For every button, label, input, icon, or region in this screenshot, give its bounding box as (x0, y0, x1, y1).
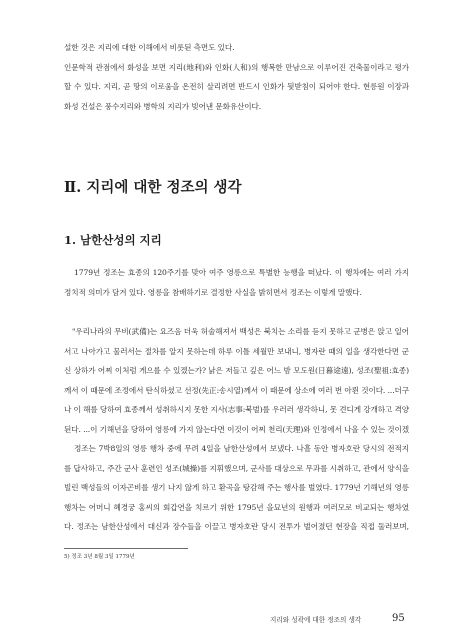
paragraph-2 (64, 439, 409, 539)
paragraph-intro-text: 설한 것은 지리에 대한 이해에서 비롯된 측면도 있다. 인문학적 관점에서 화성을 보면 지리(地利)와 인화(人和)의 행복한 만남으로 이루어진 건축물이라고 평가할 수 있다. 지리, 곧 땅의 이로움을 온전히 살리려면 반드시 인화가 뒷받침이 되어야 한다. 현릉원 이장과 화성 건설은 풍수지리와 병학의 지리가 빚어낸 문화유산이다. (64, 43, 409, 111)
paragraph-quote-text: "우리나라의 무비(武備)는 요즈음 더욱 허술해져서 백성은 북치는 소리를 듣지 못하고 군병은 앉고 일어서고 나아가고 물러서는 절차를 알지 못하는데 하루 이틀 세월만 보내니, 병자란 때의 일을 생각한다면 군신 상하가 어찌 이처럼 게으를 수 있겠는가? 낡은 저들고 깊은 어느 밤 모도원(日暮途遠), 성조(聖祖:효종)께서 이 때문에 조정에서 탄식하셨고 선정(先正:송시열)께서 이 때문에 상소에 여러 번 아뢴 것이다. ...더구나 이 해를 당하여 효종께서 성취하시지 못한 지사(志事:북벌)를 우러러 생각하니, 못 견디게 강개하고 격양된다. ...이 기해년을 당하여 영릉에 가지 않는다면 이것이 어찌 천리(天理)와 인정에서 나올 수 있는 것이겠 (64, 327, 409, 434)
paragraph-intro (64, 38, 409, 138)
footnote-divider (64, 548, 188, 549)
chapter-title: Ⅱ. 지리에 대한 정조의 생각 (64, 179, 242, 196)
paragraph-2-text: 정조는 7박8일의 영릉 행차 중에 무려 4일을 남한산성에서 보냈다. 나흘 동안 병자호란 당시의 전적지를 답사하고, 주간 군사 훈련인 성조(城操)를 지휘했으며, 군사를 대상으로 무과를 시취하고, 관에서 양식을 빌린 백성들의 이자곤비를 생기 나지 않게 하고 환곡을 탕감해 주는 행사를 벌였다. 1779년 기해년의 영릉 행차는 어머니 혜경궁 홍씨의 회갑연을 치르기 위한 1795년 을묘년의 원행과 여러모로 비교되는 행차였다. 정조는 남한산성에서 대신과 장수들을 이끌고 병자호란 당시 전투가 벌어졌던 현장을 직접 둘러보며, (64, 444, 409, 531)
running-head: 지리와 성곽에 대한 정조의 생각 (270, 616, 362, 624)
footnote: 5) 정조 3년 8월 3일 1779년 (64, 554, 135, 560)
paragraph-1 (64, 263, 409, 322)
paragraph-1-text: 1779년 정조는 효종의 120주기를 맞아 여주 영릉으로 특별한 능행을 떠났다. 이 행차에는 여러 가지 정치적 의미가 담겨 있다. 영릉을 참배하기로 결정한 사실을 밝히면서 정조는 이렇게 말했다. (64, 268, 409, 297)
section-title: 1. 남한산성의 지리 (64, 233, 162, 247)
page-number: 95 (392, 613, 405, 624)
paragraph-quote (64, 322, 409, 439)
